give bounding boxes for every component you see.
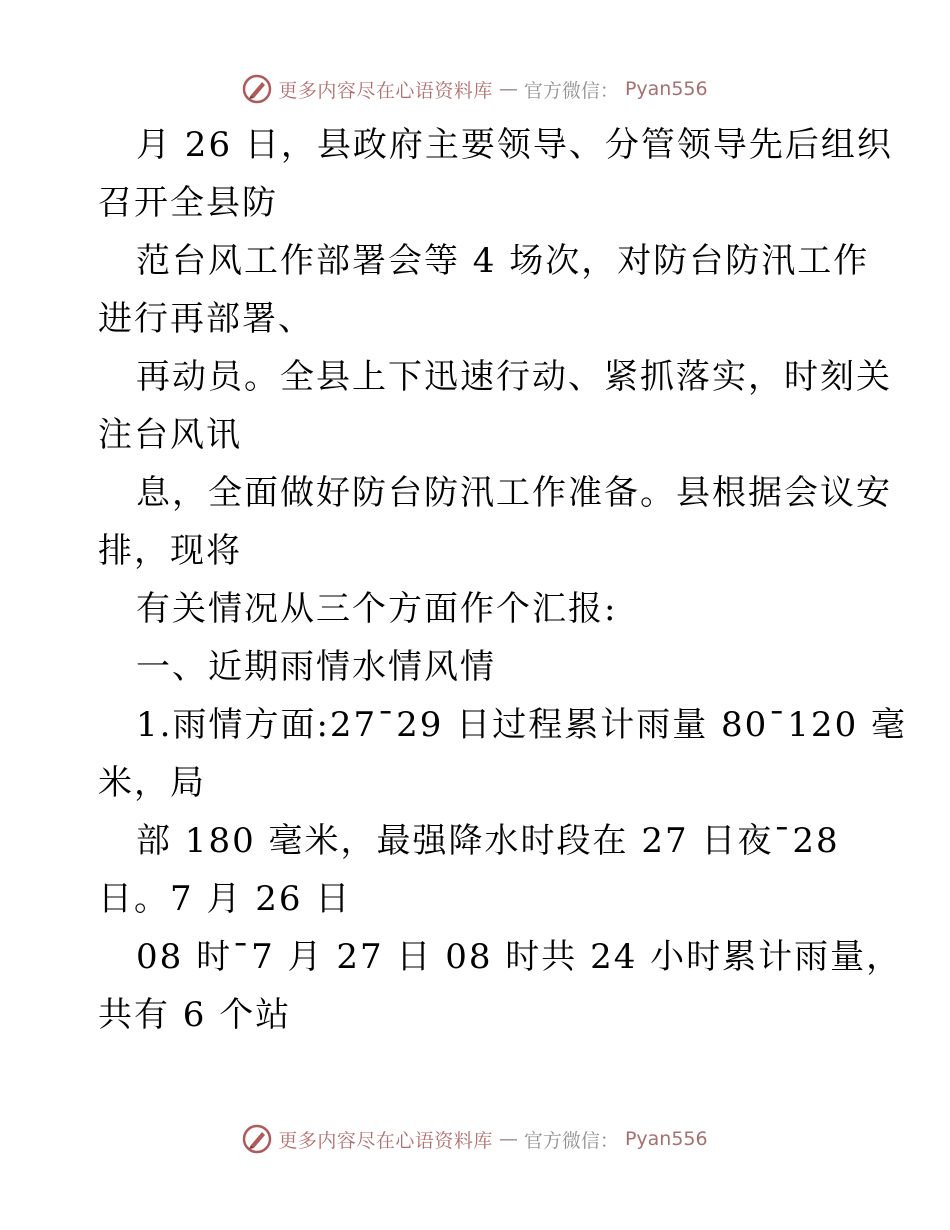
watermark-footer — [0, 1124, 950, 1154]
watermark-label: 官方微信： — [523, 1129, 619, 1152]
watermark-separator: — — [498, 1128, 518, 1150]
watermark-text: 更多内容尽在心语资料库 — [278, 79, 493, 102]
watermark-header — [0, 74, 950, 104]
text-line: 范台风工作部署会等 4 场次，对防台防汛工作 — [136, 241, 870, 281]
text-line: 排，现将 — [98, 531, 242, 571]
text-line: 再动员。全县上下迅速行动、紧抓落实，时刻关 — [136, 357, 892, 397]
text-line: 召开全县防 — [98, 183, 278, 223]
text-line: 08 时¯7 月 27 日 08 时共 24 小时累计雨量， — [136, 937, 903, 977]
watermark-id: Pyan556 — [624, 1128, 708, 1150]
pen-logo-icon — [242, 74, 272, 104]
text-line: 共有 6 个站 — [98, 995, 292, 1035]
pen-logo-icon — [242, 1124, 272, 1154]
text-line: 注台风讯 — [98, 415, 242, 455]
text-line: 部 180 毫米，最强降水时段在 27 日夜¯28 — [136, 821, 840, 861]
watermark-separator: — — [498, 78, 518, 100]
watermark-id: Pyan556 — [624, 78, 708, 100]
document-body — [98, 116, 908, 1044]
text-line: 月 26 日，县政府主要领导、分管领导先后组织 — [136, 125, 893, 165]
text-line: 有关情况从三个方面作个汇报: — [136, 589, 618, 629]
text-line: 日。7 月 26 日 — [98, 879, 352, 919]
text-line: 息，全面做好防台防汛工作准备。县根据会议安 — [136, 473, 892, 513]
watermark-text: 更多内容尽在心语资料库 — [278, 1129, 493, 1152]
text-line: 进行再部署、 — [98, 299, 314, 339]
text-line: 1.雨情方面:27¯29 日过程累计雨量 80¯120 毫 — [136, 705, 908, 745]
text-line: 米，局 — [98, 763, 206, 803]
section-heading: 一、近期雨情水情风情 — [136, 647, 496, 687]
watermark-label: 官方微信： — [523, 79, 619, 102]
